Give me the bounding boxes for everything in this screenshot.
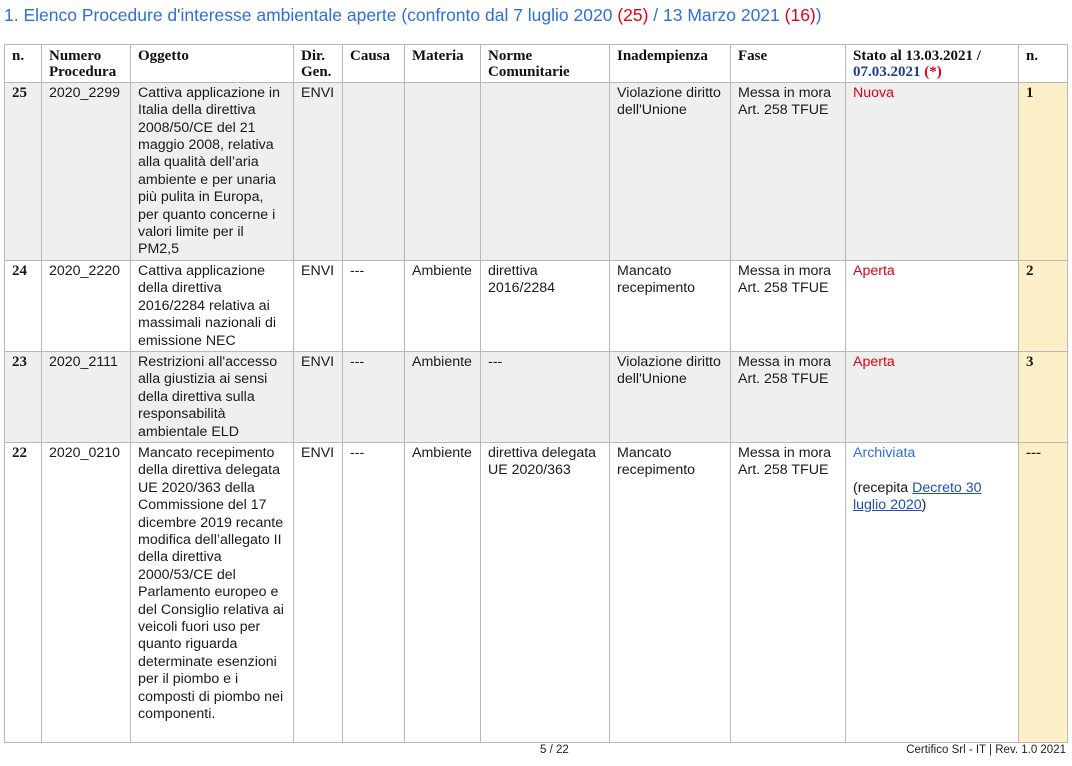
procedures-table xyxy=(4,44,1068,743)
cell-causa xyxy=(343,82,405,260)
cell-last-n: 3 xyxy=(1019,351,1068,442)
page-number: 5 / 22 xyxy=(540,744,569,756)
header-numero-procedura: Numero Procedura xyxy=(42,45,131,83)
decreto-link[interactable]: Decreto 30 luglio 2020 xyxy=(853,479,982,514)
cell-oggetto: Cattiva applicazione in Italia della direttiva 2008/50/CE del 21 maggio 2008, relativa alla qualità dell’aria ambiente e per unaria più pulita in Europa, per quanto concerne i valori limite per il PM2,5 xyxy=(131,82,294,260)
cell-numero: 2020_2299 xyxy=(42,82,131,260)
header-inadempienza: Inadempienza xyxy=(610,45,731,83)
section-title xyxy=(4,5,822,26)
cell-dir: ENVI xyxy=(294,82,343,260)
cell-fase: Messa in mora Art. 258 TFUE xyxy=(731,351,846,442)
cell-inadempienza: Violazione diritto dell'Unione xyxy=(610,82,731,260)
cell-causa: --- xyxy=(343,442,405,742)
cell-inadempienza: Mancato recepimento xyxy=(610,442,731,742)
cell-n: 23 xyxy=(5,351,42,442)
table-row xyxy=(5,351,1068,442)
cell-numero: 2020_2111 xyxy=(42,351,131,442)
cell-stato xyxy=(846,442,1019,742)
title-count-july: (25) xyxy=(617,5,649,25)
footer-revision: Certifico Srl - IT | Rev. 1.0 2021 xyxy=(906,744,1066,756)
stato-note-close: ) xyxy=(921,497,927,514)
cell-dir: ENVI xyxy=(294,260,343,351)
cell-dir: ENVI xyxy=(294,351,343,442)
table-header-row xyxy=(5,45,1068,83)
cell-materia xyxy=(405,82,481,260)
cell-n: 25 xyxy=(5,82,42,260)
header-fase: Fase xyxy=(731,45,846,83)
title-separator: / 13 Marzo 2021 xyxy=(648,5,785,25)
cell-stato-badge: Aperta xyxy=(846,351,1019,442)
stato-archiviata: Archiviata xyxy=(853,444,916,461)
cell-materia: Ambiente xyxy=(405,260,481,351)
cell-n: 24 xyxy=(5,260,42,351)
stato-note-open: (recepita xyxy=(853,479,913,496)
header-stato: Stato al 13.03.2021 / 07.03.2021 (*) xyxy=(846,45,1019,83)
table-row xyxy=(5,82,1068,260)
cell-n: 22 xyxy=(5,442,42,742)
cell-fase: Messa in mora Art. 258 TFUE xyxy=(731,82,846,260)
cell-norme: direttiva delegata UE 2020/363 xyxy=(481,442,610,742)
cell-causa: --- xyxy=(343,351,405,442)
header-n: n. xyxy=(5,45,42,83)
cell-stato-badge: Aperta xyxy=(846,260,1019,351)
cell-oggetto: Cattiva applicazione della direttiva 2016/2284 relativa ai massimali nazionali di emissione NEC xyxy=(131,260,294,351)
header-norme-comunitarie: Norme Comunitarie xyxy=(481,45,610,83)
cell-oggetto: Restrizioni all'accesso alla giustizia ai sensi della direttiva sulla responsabilità ambientale ELD xyxy=(131,351,294,442)
title-prefix: 1. Elenco Procedure d'interesse ambientale aperte (confronto dal 7 luglio 2020 xyxy=(4,5,618,25)
cell-oggetto: Mancato recepimento della direttiva delegata UE 2020/363 della Commissione del 17 dicembre 2019 recante modifica dell’allegato II della direttiva 2000/53/CE del Parlamento europeo e del Consiglio relativa ai veicoli fuori uso per quanto riguarda determinate esenzioni per il piombo e i composti di piombo nei componenti. xyxy=(131,442,294,742)
title-suffix: ) xyxy=(815,5,822,25)
cell-norme: --- xyxy=(481,351,610,442)
cell-dir: ENVI xyxy=(294,442,343,742)
cell-materia: Ambiente xyxy=(405,442,481,742)
table-row xyxy=(5,260,1068,351)
header-oggetto: Oggetto xyxy=(131,45,294,83)
title-count-march: (16) xyxy=(784,5,816,25)
cell-numero: 2020_0210 xyxy=(42,442,131,742)
cell-inadempienza: Mancato recepimento xyxy=(610,260,731,351)
header-materia: Materia xyxy=(405,45,481,83)
cell-materia: Ambiente xyxy=(405,351,481,442)
cell-last-n: 1 xyxy=(1019,82,1068,260)
cell-inadempienza: Violazione diritto dell'Unione xyxy=(610,351,731,442)
header-causa: Causa xyxy=(343,45,405,83)
table-row xyxy=(5,442,1068,742)
cell-last-n: 2 xyxy=(1019,260,1068,351)
cell-norme xyxy=(481,82,610,260)
cell-causa: --- xyxy=(343,260,405,351)
cell-stato-badge: Nuova xyxy=(846,82,1019,260)
cell-numero: 2020_2220 xyxy=(42,260,131,351)
cell-last-n: --- xyxy=(1019,442,1068,742)
cell-fase: Messa in mora Art. 258 TFUE xyxy=(731,260,846,351)
header-last-n: n. xyxy=(1019,45,1068,83)
cell-norme: direttiva 2016/2284 xyxy=(481,260,610,351)
stato-asterisk-note: (*) xyxy=(924,64,942,81)
header-dir-gen: Dir. Gen. xyxy=(294,45,343,83)
cell-fase: Messa in mora Art. 258 TFUE xyxy=(731,442,846,742)
